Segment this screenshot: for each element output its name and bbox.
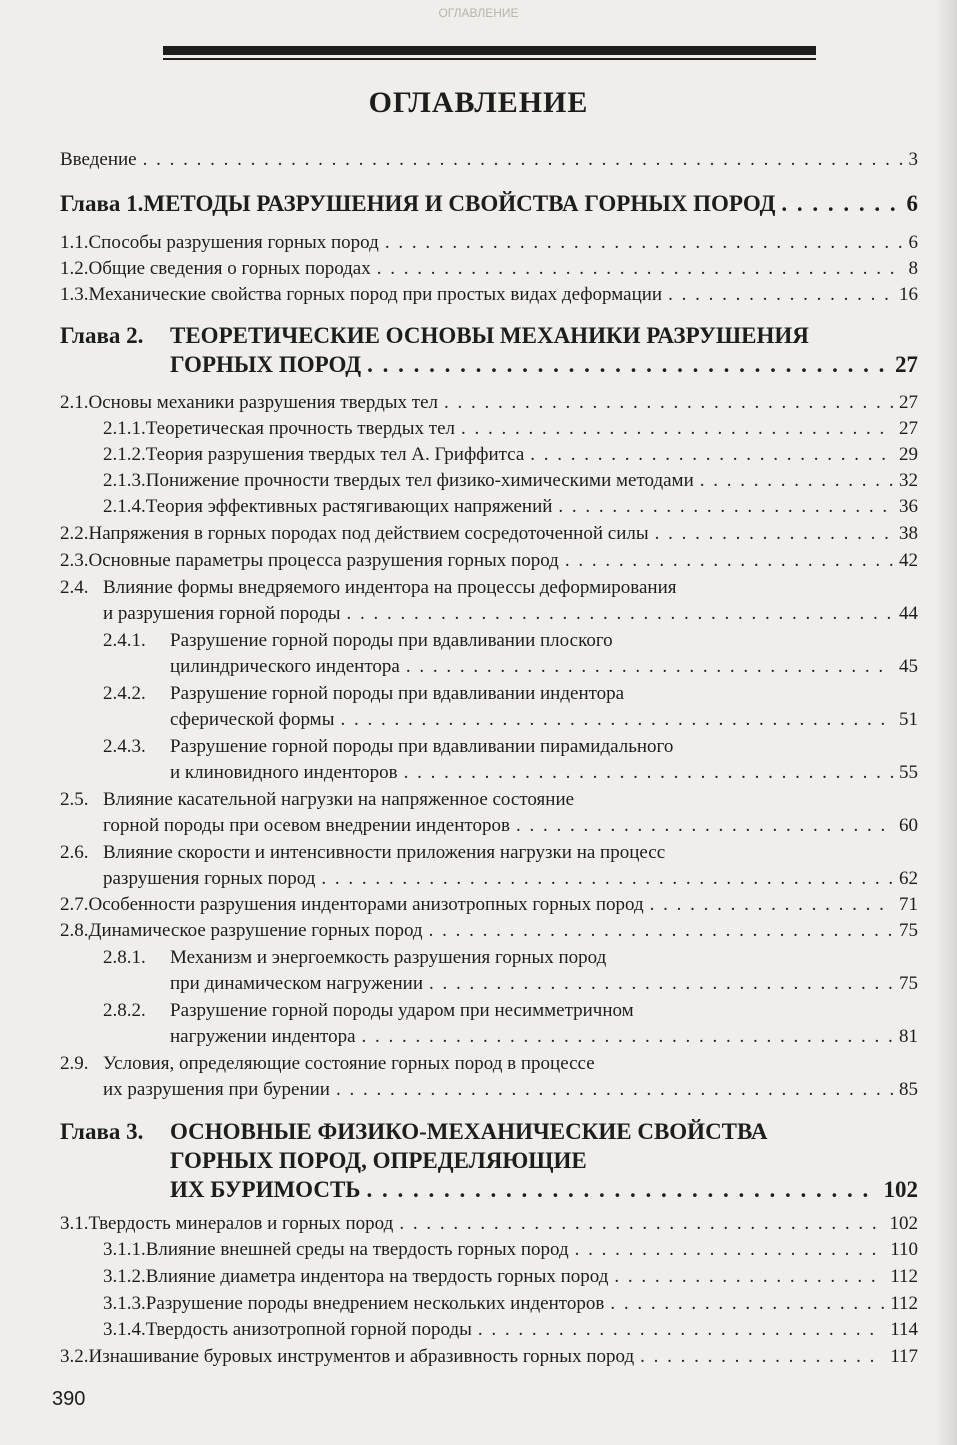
toc-entry-2-2[interactable]: 2.2. Напряжения в горных породах под действием сосредоточенной силы . . . 38 [60, 521, 918, 546]
toc-entry-2-8-2[interactable]: нагружении индентора . . . 81 [170, 1024, 918, 1049]
toc-entry-2-4-1-num: 2.4.1. [103, 630, 146, 651]
toc-entry-2-5-num: 2.5. [60, 789, 89, 810]
toc-entry-2-6-line1[interactable]: Влияние скорости и интенсивности приложения нагрузки на процесс [103, 842, 666, 863]
toc-entry-2-1[interactable]: 2.1. Основы механики разрушения твердых тел . . . 27 [60, 390, 918, 415]
toc-entry-2-1-4[interactable]: 2.1.4. Теория эффективных растягивающих напряжений . . . 36 [103, 494, 918, 519]
running-head: ОГЛАВЛЕНИЕ [438, 6, 519, 20]
toc-entry-1-3[interactable]: 1.3. Механические свойства горных пород при простых видах деформации . . . 16 [60, 282, 918, 307]
toc-entry-2-8[interactable]: 2.8. Динамическое разрушение горных пород . . . 75 [60, 918, 918, 943]
toc-chapter-3[interactable]: ИХ БУРИМОСТЬ . . . 102 [170, 1176, 918, 1204]
toc-entry-2-7[interactable]: 2.7. Особенности разрушения инденторами анизотропных горных пород . . . 71 [60, 892, 918, 917]
toc-entry-2-4-3-line1[interactable]: Разрушение горной породы при вдавливании пирамидального [170, 736, 674, 757]
toc-entry-2-5-line1[interactable]: Влияние касательной нагрузки на напряженное состояние [103, 789, 575, 810]
toc-entry-2-4-2-line1[interactable]: Разрушение горной породы при вдавливании индентора [170, 683, 625, 704]
toc-entry-3-1[interactable]: 3.1. Твердость минералов и горных пород . . . 102 [60, 1211, 918, 1236]
toc-entry-2-4-line1[interactable]: Влияние формы внедряемого индентора на процессы деформирования [103, 577, 677, 598]
toc-entry-2-1-1[interactable]: 2.1.1. Теоретическая прочность твердых тел . . . 27 [103, 416, 918, 441]
toc-chapter-3-label: Глава 3. [60, 1119, 144, 1144]
toc-entry-2-6[interactable]: разрушения горных пород . . . 62 [103, 866, 918, 891]
toc-entry-2-4-3-num: 2.4.3. [103, 736, 146, 757]
toc-entry-2-9[interactable]: их разрушения при бурении . . . 85 [103, 1077, 918, 1102]
toc-chapter-2-label: Глава 2. [60, 323, 144, 348]
toc-entry-2-4-num: 2.4. [60, 577, 89, 598]
toc-entry-2-8-2-line1[interactable]: Разрушение горной породы ударом при несимметричном [170, 1000, 634, 1021]
toc-entry-3-2[interactable]: 3.2. Изнашивание буровых инструментов и абразивность горных пород . . . 117 [60, 1344, 918, 1369]
toc-entry-2-8-1[interactable]: при динамическом нагружении . . . 75 [170, 971, 918, 996]
toc-entry-3-1-2[interactable]: 3.1.2. Влияние диаметра индентора на твердость горных пород . . . 112 [103, 1264, 918, 1289]
toc-entry-1-1[interactable]: 1.1. Способы разрушения горных пород . . . 6 [60, 230, 918, 255]
toc-chapter-3-line2[interactable]: ГОРНЫХ ПОРОД, ОПРЕДЕЛЯЮЩИЕ [170, 1148, 587, 1173]
toc-entry-intro[interactable]: Введение . . . 3 [60, 147, 918, 172]
toc-chapter-3-line1[interactable]: ОСНОВНЫЕ ФИЗИКО-МЕХАНИЧЕСКИЕ СВОЙСТВА [170, 1119, 768, 1144]
toc-entry-2-4-2[interactable]: сферической формы . . . 51 [170, 707, 918, 732]
toc-entry-2-1-3[interactable]: 2.1.3. Понижение прочности твердых тел физико-химическими методами . . . 32 [103, 468, 918, 493]
toc-entry-2-4-1[interactable]: цилиндрического индентора . . . 45 [170, 654, 918, 679]
toc-entry-2-4-3[interactable]: и клиновидного инденторов . . . 55 [170, 760, 918, 785]
page-edge-shadow [935, 0, 957, 1445]
page-title: ОГЛАВЛЕНИЕ [368, 86, 589, 119]
toc-entry-1-2[interactable]: 1.2. Общие сведения о горных породах . . . 8 [60, 256, 918, 281]
toc-entry-2-4-1-line1[interactable]: Разрушение горной породы при вдавливании плоского [170, 630, 613, 651]
toc-entry-2-8-2-num: 2.8.2. [103, 1000, 146, 1021]
toc-entry-2-8-1-num: 2.8.1. [103, 947, 146, 968]
toc-entry-2-4-2-num: 2.4.2. [103, 683, 146, 704]
toc-entry-2-4[interactable]: и разрушения горной породы . . . 44 [103, 601, 918, 626]
toc-entry-2-8-1-line1[interactable]: Механизм и энергоемкость разрушения горных пород [170, 947, 607, 968]
toc-entry-2-5[interactable]: горной породы при осевом внедрении инденторов . . . 60 [103, 813, 918, 838]
toc-chapter-2[interactable]: ГОРНЫХ ПОРОД . . . 27 [170, 351, 918, 379]
toc-entry-2-1-2[interactable]: 2.1.2. Теория разрушения твердых тел А. Гриффитса . . . 29 [103, 442, 918, 467]
toc-entry-3-1-3[interactable]: 3.1.3. Разрушение породы внедрением нескольких инденторов . . . 112 [103, 1291, 918, 1316]
toc-chapter-2-line1[interactable]: ТЕОРЕТИЧЕСКИЕ ОСНОВЫ МЕХАНИКИ РАЗРУШЕНИЯ [170, 323, 809, 348]
toc-entry-2-9-num: 2.9. [60, 1053, 89, 1074]
toc-entry-3-1-4[interactable]: 3.1.4. Твердость анизотропной горной породы . . . 114 [103, 1317, 918, 1342]
page-number: 390 [52, 1388, 86, 1410]
toc-entry-2-3[interactable]: 2.3. Основные параметры процесса разрушения горных пород . . . 42 [60, 548, 918, 573]
toc-entry-2-9-line1[interactable]: Условия, определяющие состояние горных пород в процессе [103, 1053, 595, 1074]
toc-chapter-1[interactable]: Глава 1. МЕТОДЫ РАЗРУШЕНИЯ И СВОЙСТВА ГОРНЫХ ПОРОД . . . 6 [60, 190, 918, 218]
toc-entry-3-1-1[interactable]: 3.1.1. Влияние внешней среды на твердость горных пород . . . 110 [103, 1237, 918, 1262]
toc-entry-2-6-num: 2.6. [60, 842, 89, 863]
